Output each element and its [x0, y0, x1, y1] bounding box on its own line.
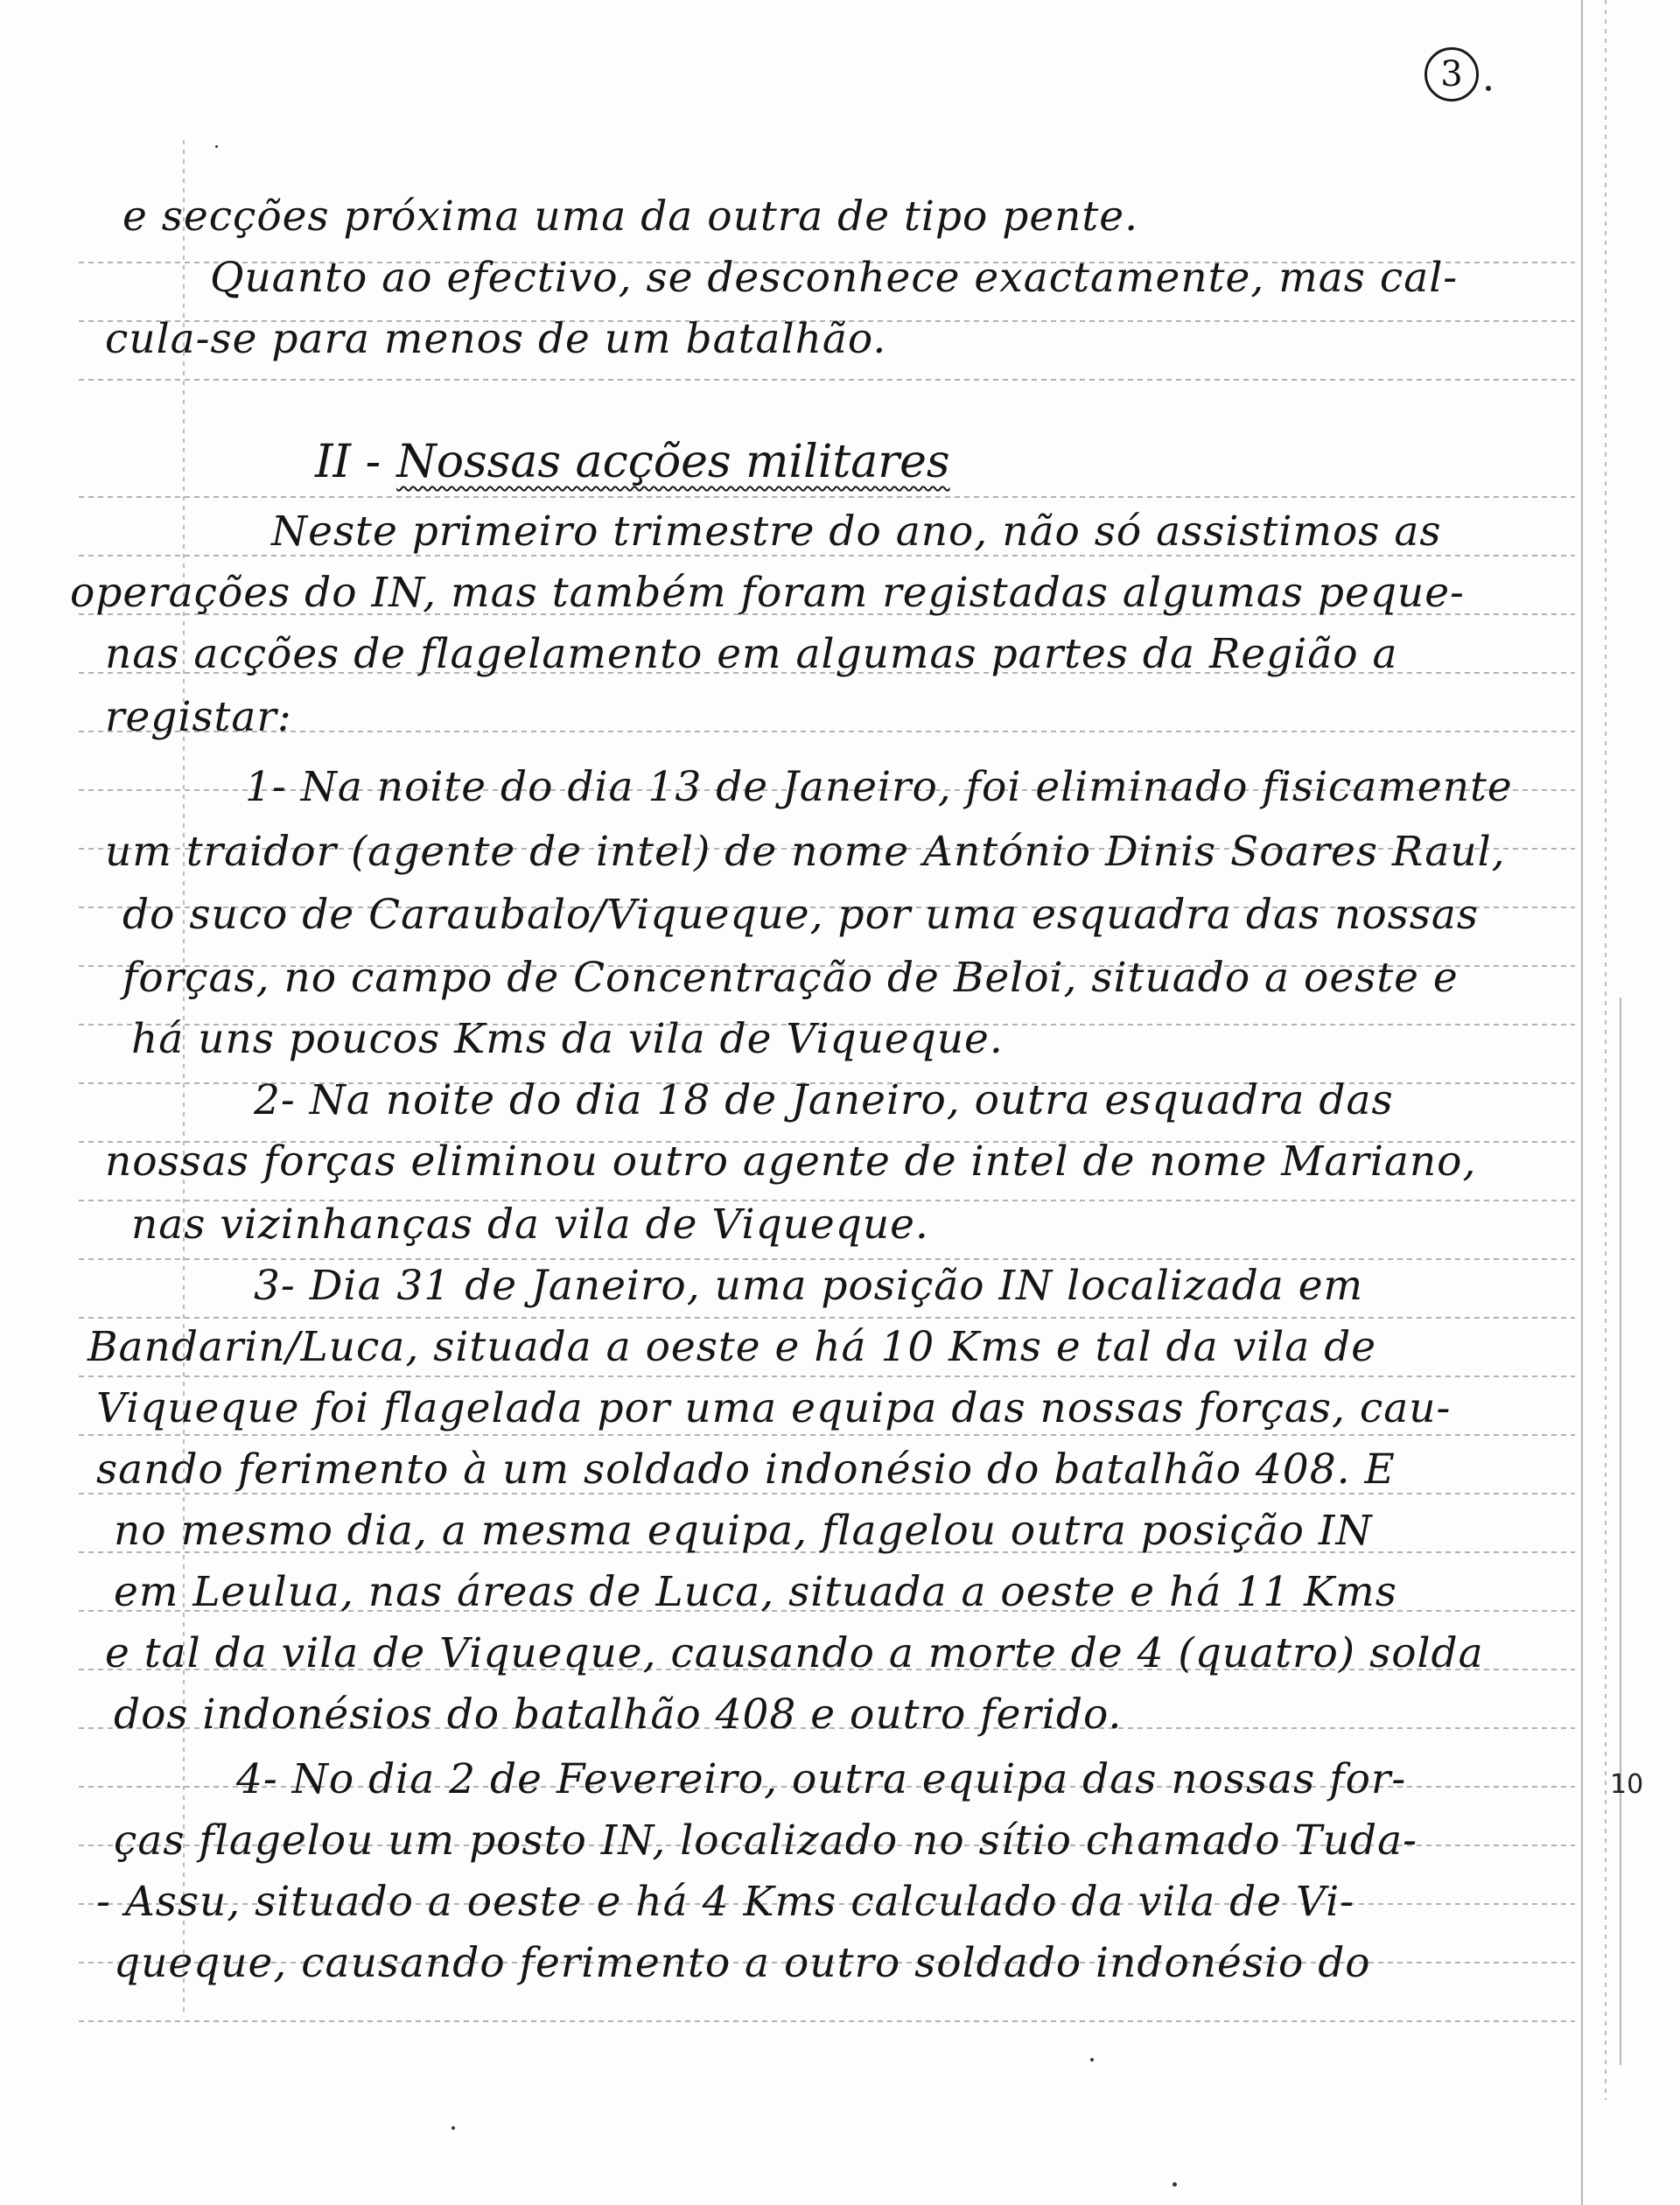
text-line: em Leulua, nas áreas de Luca, situada a oeste e há 11 Kms	[114, 1568, 1397, 1616]
text-line: nas vizinhanças da vila de Viqueque.	[131, 1200, 929, 1249]
text-line: há uns poucos Kms da vila de Viqueque.	[131, 1015, 1004, 1063]
text-line: Quanto ao efectivo, se desconhece exactamente, mas cal-	[210, 254, 1459, 302]
text-line: 1- Na noite do dia 13 de Janeiro, foi eliminado fisicamente	[245, 763, 1513, 811]
scan-speck	[452, 2126, 455, 2130]
text-line: forças, no campo de Concentração de Beloi, situado a oeste e	[122, 954, 1459, 1002]
text-line: e secções próxima uma da outra de tipo pente.	[122, 192, 1139, 241]
page-number-dot	[1486, 86, 1491, 91]
text-line: no mesmo dia, a mesma equipa, flagelou outra posição IN	[114, 1507, 1373, 1555]
text-line: 2- Na noite do dia 18 de Janeiro, outra esquadra das	[254, 1076, 1394, 1124]
text-line: operações do IN, mas também foram registadas algumas peque-	[70, 569, 1465, 617]
text-line: cula-se para menos de um batalhão.	[105, 315, 887, 363]
text-line: ças flagelou um posto IN, localizado no sítio chamado Tuda-	[114, 1816, 1418, 1865]
text-line: nossas forças eliminou outro agente de intel de nome Mariano,	[105, 1138, 1477, 1186]
text-line: - Assu, situado a oeste e há 4 Kms calculado da vila de Vi-	[96, 1878, 1355, 1926]
text-line: e tal da vila de Viqueque, causando a morte de 4 (quatro) solda	[105, 1629, 1484, 1677]
text-line: do suco de Caraubalo/Viqueque, por uma esquadra das nossas	[122, 891, 1480, 939]
section-number: II -	[315, 436, 382, 488]
margin-mark: 10	[1610, 1769, 1644, 1800]
text-line: Bandarin/Luca, situada a oeste e há 10 Kms e tal da vila de	[88, 1323, 1377, 1371]
text-line: queque, causando ferimento a outro soldado indonésio do	[114, 1939, 1371, 1987]
text-line: um traidor (agente de intel) de nome António Dinis Soares Raul,	[105, 828, 1506, 876]
text-line: 4- No dia 2 de Fevereiro, outra equipa das nossas for-	[236, 1755, 1407, 1803]
section-heading	[315, 436, 950, 488]
scan-speck	[215, 145, 218, 148]
text-line: dos indonésios do batalhão 408 e outro ferido.	[114, 1690, 1123, 1739]
section-title: Nossas acções militares	[396, 436, 950, 488]
text-line: 3- Dia 31 de Janeiro, uma posição IN localizada em	[254, 1262, 1364, 1310]
text-line: registar:	[105, 693, 292, 741]
text-line: nas acções de flagelamento em algumas partes da Região a	[105, 630, 1398, 678]
text-line: Viqueque foi flagelada por uma equipa das nossas forças, cau-	[96, 1384, 1452, 1432]
page-number: 3	[1424, 47, 1479, 102]
scan-speck	[1172, 2182, 1177, 2187]
text-line: sando ferimento à um soldado indonésio do batalhão 408. E	[96, 1446, 1396, 1494]
scan-speck	[1090, 2058, 1094, 2062]
text-line: Neste primeiro trimestre do ano, não só assistimos as	[271, 508, 1442, 556]
